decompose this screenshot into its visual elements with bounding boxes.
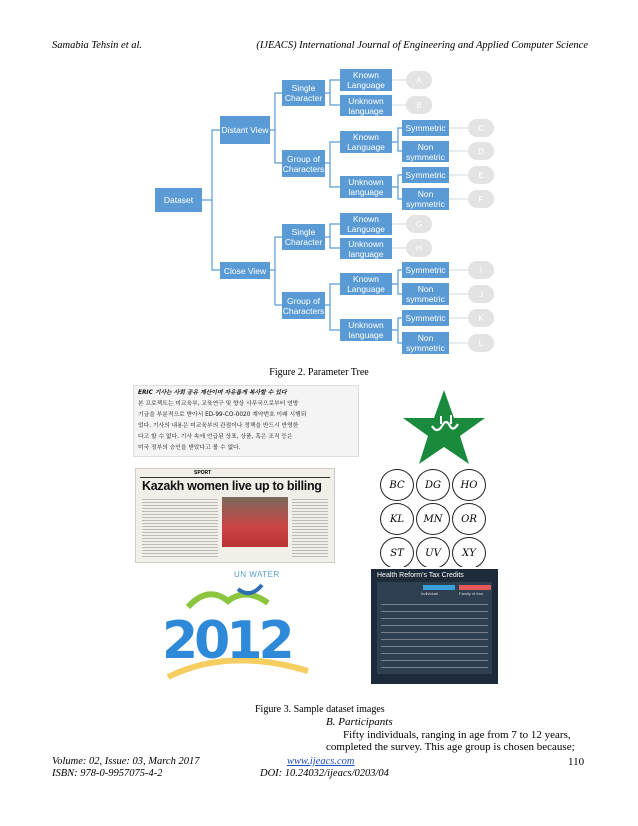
year-2012: 2012	[162, 611, 291, 671]
leaf-f: F	[468, 190, 494, 208]
leaf-k: K	[468, 309, 494, 327]
header-authors: Samabia Tehsin et al.	[52, 40, 143, 51]
newspaper-image	[135, 468, 335, 563]
table-col-individual: Individual	[421, 591, 438, 596]
leaf-a: A	[406, 71, 432, 89]
node-distant-view: Distant View	[220, 116, 270, 144]
node-known-language: Known Language	[340, 273, 392, 295]
leaf-j: J	[468, 285, 494, 303]
paragraph-line: completed the survey. This age group is chosen because;	[326, 741, 575, 753]
korean-line: 기금을 부분적으로 받아서 ED-99-CO-0020 계약번호 이래 시행되	[138, 412, 307, 418]
header-journal: (IJEACS) International Journal of Engineering and Applied Computer Science	[256, 40, 588, 51]
monogram-item: OR	[452, 503, 486, 535]
node-close-view: Close View	[220, 262, 270, 279]
node-symmetric: Symmetric	[402, 310, 449, 326]
monogram-item: HO	[452, 469, 486, 501]
node-known-language: Known Language	[340, 213, 392, 235]
node-group-of-characters: Group of Characters	[282, 292, 325, 319]
leaf-b: B	[406, 96, 432, 114]
monogram-item: XY	[452, 537, 486, 567]
footer-isbn: ISBN: 978-0-9957075-4-2	[52, 768, 163, 779]
star-icon	[399, 388, 489, 466]
un-water-image	[148, 567, 311, 684]
paragraph-line: Fifty individuals, ranging in age from 7 to 12 years,	[343, 729, 571, 741]
monogram-item: ST	[380, 537, 414, 567]
monogram-item: MN	[416, 503, 450, 535]
un-water-label: UN WATER	[234, 570, 280, 579]
leaf-g: G	[406, 215, 432, 233]
node-unknown-language: Unknown language	[340, 238, 392, 259]
section-heading: B. Participants	[326, 716, 393, 728]
star-logo-image	[399, 388, 489, 466]
leaf-l: L	[468, 334, 494, 352]
korean-line: 본 프로젝트는 미교육부, 교육연구 및 향상 사무국으로부터 연방	[138, 401, 299, 407]
node-group-of-characters: Group of Characters	[282, 150, 325, 177]
newspaper-section: SPORT	[194, 470, 212, 476]
node-unknown-language: Unknown language	[340, 95, 392, 116]
korean-line: ERIC 기사는 사회 공유 제산이며 자유롭게 복사할 수 있다	[138, 390, 287, 396]
leaf-d: D	[468, 142, 494, 160]
node-symmetric: Symmetric	[402, 120, 449, 136]
leaf-c: C	[468, 119, 494, 137]
node-non-symmetric: Non symmetric	[402, 332, 449, 354]
korean-line: 었다. 기사의 내용은 미교육부의 관점이나 정책을 반드시 반영한	[138, 423, 299, 429]
node-single-character: Single Character	[282, 224, 325, 250]
figure2-caption: Figure 2. Parameter Tree	[269, 367, 369, 378]
leaf-e: E	[468, 166, 494, 184]
monogram-item: UV	[416, 537, 450, 567]
node-non-symmetric: Non symmetric	[402, 141, 449, 162]
monogram-item: DG	[416, 469, 450, 501]
korean-line: 다고 할 수 없다. 기사 속에 언급된 상표, 상품, 혹은 조직 등은	[138, 434, 293, 440]
korean-text-image	[133, 385, 359, 457]
node-unknown-language: Unknown language	[340, 319, 392, 341]
footer-url[interactable]: www.ijeacs.com	[287, 756, 355, 767]
tax-credits-image	[371, 569, 498, 684]
node-unknown-language: Unknown language	[340, 176, 392, 198]
node-dataset: Dataset	[155, 188, 202, 212]
table-col-family: Family of four	[459, 591, 484, 596]
footer-doi: DOI: 10.24032/ijeacs/0203/04	[260, 768, 389, 779]
footer-volume: Volume: 02, Issue: 03, March 2017	[52, 756, 200, 767]
figure3-caption: Figure 3. Sample dataset images	[255, 704, 385, 715]
monogram-item: BC	[380, 469, 414, 501]
node-symmetric: Symmetric	[402, 167, 449, 183]
node-known-language: Known Language	[340, 69, 392, 91]
node-single-character: Single Character	[282, 80, 325, 106]
leaf-i: I	[468, 261, 494, 279]
node-non-symmetric: Non symmetric	[402, 188, 449, 210]
table-title: Health Reform's Tax Credits	[377, 572, 464, 579]
leaf-h: H	[406, 239, 432, 257]
node-non-symmetric: Non symmetric	[402, 283, 449, 305]
newspaper-headline: Kazakh women live up to billing	[142, 479, 322, 493]
korean-line: 미국 정부의 승인을 받았다고 볼 수 없다.	[138, 445, 241, 451]
page-number: 110	[568, 756, 585, 768]
monogram-image	[378, 467, 486, 567]
monogram-item: KL	[380, 503, 414, 535]
node-known-language: Known Language	[340, 131, 392, 153]
node-symmetric: Symmetric	[402, 262, 449, 278]
